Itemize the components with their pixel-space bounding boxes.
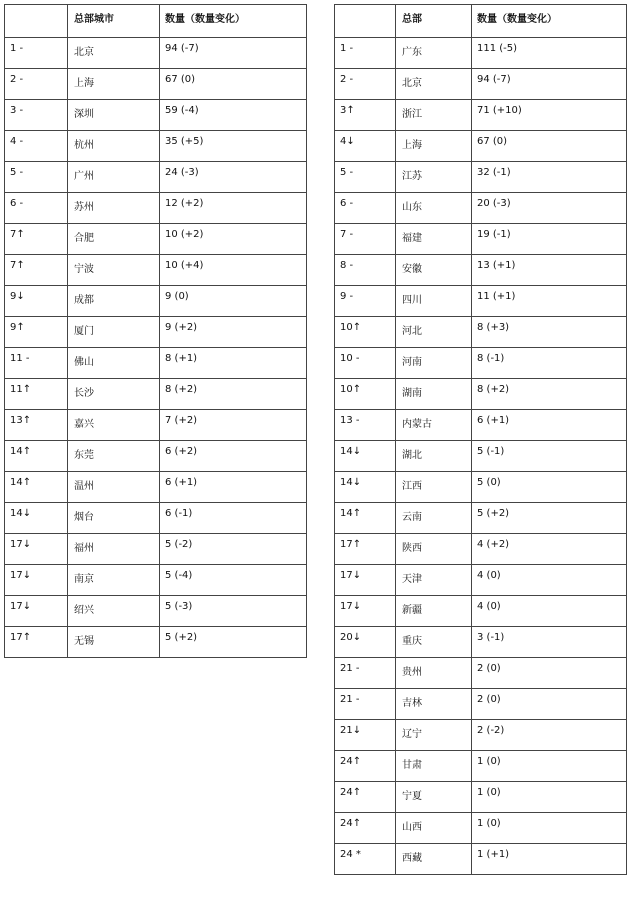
table-row [335,379,627,410]
count-cell: 5 (-2) [160,534,307,565]
rank-cell: 4 - [5,131,68,162]
rank-cell: 7↑ [5,224,68,255]
table-row [335,782,627,813]
rank-cell: 10 - [335,348,396,379]
table-header-row [335,5,627,38]
table-row [335,658,627,689]
rank-cell: 17↓ [5,534,68,565]
rank-cell: 13↑ [5,410,68,441]
table-row [335,317,627,348]
count-column-header: 数量（数量变化） [160,5,307,38]
rank-cell: 3 - [5,100,68,131]
count-cell: 5 (-4) [160,565,307,596]
rank-column-header [5,5,68,38]
table-row [5,193,307,224]
count-cell: 10 (+4) [160,255,307,286]
count-cell: 10 (+2) [160,224,307,255]
table-row [5,627,307,658]
count-cell: 67 (0) [472,131,627,162]
province-column-header: 总部 [396,5,472,38]
table-row [335,224,627,255]
city-cell: 南京 [68,565,160,596]
count-cell: 94 (-7) [472,69,627,100]
city-cell: 宁波 [68,255,160,286]
province-cell: 重庆 [396,627,472,658]
city-cell: 杭州 [68,131,160,162]
province-cell: 内蒙古 [396,410,472,441]
rank-cell: 24 * [335,844,396,875]
province-cell: 甘肃 [396,751,472,782]
rank-cell: 2 - [5,69,68,100]
province-cell: 安徽 [396,255,472,286]
rank-cell: 4↓ [335,131,396,162]
province-cell: 吉林 [396,689,472,720]
rank-cell: 5 - [335,162,396,193]
table-row [335,348,627,379]
count-cell: 4 (0) [472,565,627,596]
table-row [335,255,627,286]
count-cell: 2 (0) [472,689,627,720]
rank-cell: 11 - [5,348,68,379]
province-cell: 云南 [396,503,472,534]
count-cell: 9 (0) [160,286,307,317]
count-cell: 5 (+2) [160,627,307,658]
province-cell: 辽宁 [396,720,472,751]
table-row [5,317,307,348]
count-cell: 3 (-1) [472,627,627,658]
table-header-row [5,5,307,38]
table-row [5,565,307,596]
city-cell: 上海 [68,69,160,100]
province-cell: 北京 [396,69,472,100]
province-cell: 宁夏 [396,782,472,813]
table-row [335,596,627,627]
rank-cell: 7↑ [5,255,68,286]
count-cell: 6 (-1) [160,503,307,534]
province-cell: 浙江 [396,100,472,131]
count-cell: 111 (-5) [472,38,627,69]
count-cell: 5 (-1) [472,441,627,472]
province-cell: 上海 [396,131,472,162]
province-cell: 贵州 [396,658,472,689]
province-cell: 河北 [396,317,472,348]
table-row [5,69,307,100]
table-row [5,472,307,503]
count-cell: 20 (-3) [472,193,627,224]
rank-cell: 17↓ [5,596,68,627]
count-cell: 71 (+10) [472,100,627,131]
rank-cell: 7 - [335,224,396,255]
rank-cell: 24↑ [335,751,396,782]
count-cell: 5 (+2) [472,503,627,534]
rank-cell: 3↑ [335,100,396,131]
rank-cell: 5 - [5,162,68,193]
rank-column-header [335,5,396,38]
rank-cell: 10↑ [335,379,396,410]
city-cell: 佛山 [68,348,160,379]
table-row [335,286,627,317]
rank-cell: 6 - [5,193,68,224]
table-row [5,503,307,534]
count-cell: 94 (-7) [160,38,307,69]
city-cell: 广州 [68,162,160,193]
rank-cell: 1 - [5,38,68,69]
hq-city-ranking-body [5,5,307,658]
province-cell: 四川 [396,286,472,317]
table-row [5,131,307,162]
table-row [335,441,627,472]
rank-cell: 9↑ [5,317,68,348]
count-cell: 11 (+1) [472,286,627,317]
city-cell: 厦门 [68,317,160,348]
table-row [335,689,627,720]
table-row [5,38,307,69]
rank-cell: 24↑ [335,782,396,813]
province-cell: 山东 [396,193,472,224]
rank-cell: 14↓ [335,472,396,503]
table-row [335,38,627,69]
table-row [335,410,627,441]
city-cell: 嘉兴 [68,410,160,441]
count-cell: 5 (0) [472,472,627,503]
count-cell: 8 (+2) [472,379,627,410]
hq-province-ranking-table [334,4,627,875]
city-cell: 合肥 [68,224,160,255]
rank-cell: 21↓ [335,720,396,751]
province-cell: 福建 [396,224,472,255]
count-cell: 8 (-1) [472,348,627,379]
province-cell: 江苏 [396,162,472,193]
count-cell: 6 (+1) [472,410,627,441]
count-cell: 6 (+1) [160,472,307,503]
rank-cell: 21 - [335,658,396,689]
count-cell: 4 (+2) [472,534,627,565]
table-row [335,162,627,193]
rank-cell: 9 - [335,286,396,317]
hq-city-ranking-table [4,4,307,658]
count-cell: 6 (+2) [160,441,307,472]
rank-cell: 6 - [335,193,396,224]
city-cell: 长沙 [68,379,160,410]
count-cell: 2 (-2) [472,720,627,751]
city-column-header: 总部城市 [68,5,160,38]
city-cell: 成都 [68,286,160,317]
table-row [335,131,627,162]
table-row [335,565,627,596]
province-cell: 新疆 [396,596,472,627]
count-cell: 32 (-1) [472,162,627,193]
rank-cell: 14↑ [5,441,68,472]
count-cell: 1 (+1) [472,844,627,875]
count-cell: 8 (+3) [472,317,627,348]
rank-cell: 13 - [335,410,396,441]
city-cell: 温州 [68,472,160,503]
table-row [335,503,627,534]
rank-cell: 8 - [335,255,396,286]
table-row [5,100,307,131]
rank-cell: 14↑ [335,503,396,534]
rank-cell: 17↑ [335,534,396,565]
city-cell: 苏州 [68,193,160,224]
count-cell: 19 (-1) [472,224,627,255]
rank-cell: 2 - [335,69,396,100]
hq-province-ranking-body [335,5,627,875]
table-row [335,193,627,224]
count-cell: 4 (0) [472,596,627,627]
rank-cell: 10↑ [335,317,396,348]
province-cell: 天津 [396,565,472,596]
rank-cell: 17↓ [335,565,396,596]
table-row [5,255,307,286]
table-row [335,627,627,658]
count-cell: 1 (0) [472,782,627,813]
count-cell: 1 (0) [472,751,627,782]
province-cell: 西藏 [396,844,472,875]
city-cell: 绍兴 [68,596,160,627]
count-cell: 59 (-4) [160,100,307,131]
rank-cell: 11↑ [5,379,68,410]
table-row [5,286,307,317]
rank-cell: 21 - [335,689,396,720]
province-cell: 广东 [396,38,472,69]
table-row [5,596,307,627]
rank-cell: 17↓ [335,596,396,627]
table-row [335,69,627,100]
rank-cell: 24↑ [335,813,396,844]
table-row [5,441,307,472]
table-row [335,534,627,565]
table-row [5,379,307,410]
province-cell: 河南 [396,348,472,379]
rank-cell: 14↓ [335,441,396,472]
table-row [5,224,307,255]
rank-cell: 17↑ [5,627,68,658]
table-row [335,844,627,875]
count-cell: 12 (+2) [160,193,307,224]
table-row [335,720,627,751]
city-cell: 无锡 [68,627,160,658]
table-row [5,348,307,379]
province-cell: 江西 [396,472,472,503]
count-cell: 24 (-3) [160,162,307,193]
table-row [5,534,307,565]
count-cell: 13 (+1) [472,255,627,286]
count-cell: 67 (0) [160,69,307,100]
province-cell: 湖北 [396,441,472,472]
rank-cell: 9↓ [5,286,68,317]
count-cell: 7 (+2) [160,410,307,441]
count-cell: 9 (+2) [160,317,307,348]
province-cell: 陕西 [396,534,472,565]
count-cell: 5 (-3) [160,596,307,627]
table-row [335,472,627,503]
count-cell: 8 (+2) [160,379,307,410]
province-cell: 湖南 [396,379,472,410]
city-cell: 东莞 [68,441,160,472]
table-row [5,162,307,193]
count-cell: 2 (0) [472,658,627,689]
table-row [335,100,627,131]
rank-cell: 17↓ [5,565,68,596]
rank-cell: 1 - [335,38,396,69]
rank-cell: 14↑ [5,472,68,503]
rank-cell: 20↓ [335,627,396,658]
province-cell: 山西 [396,813,472,844]
count-cell: 1 (0) [472,813,627,844]
city-cell: 福州 [68,534,160,565]
city-cell: 烟台 [68,503,160,534]
city-cell: 北京 [68,38,160,69]
count-cell: 35 (+5) [160,131,307,162]
table-row [335,751,627,782]
rank-cell: 14↓ [5,503,68,534]
table-row [5,410,307,441]
city-cell: 深圳 [68,100,160,131]
table-row [335,813,627,844]
count-cell: 8 (+1) [160,348,307,379]
count-column-header: 数量（数量变化） [472,5,627,38]
